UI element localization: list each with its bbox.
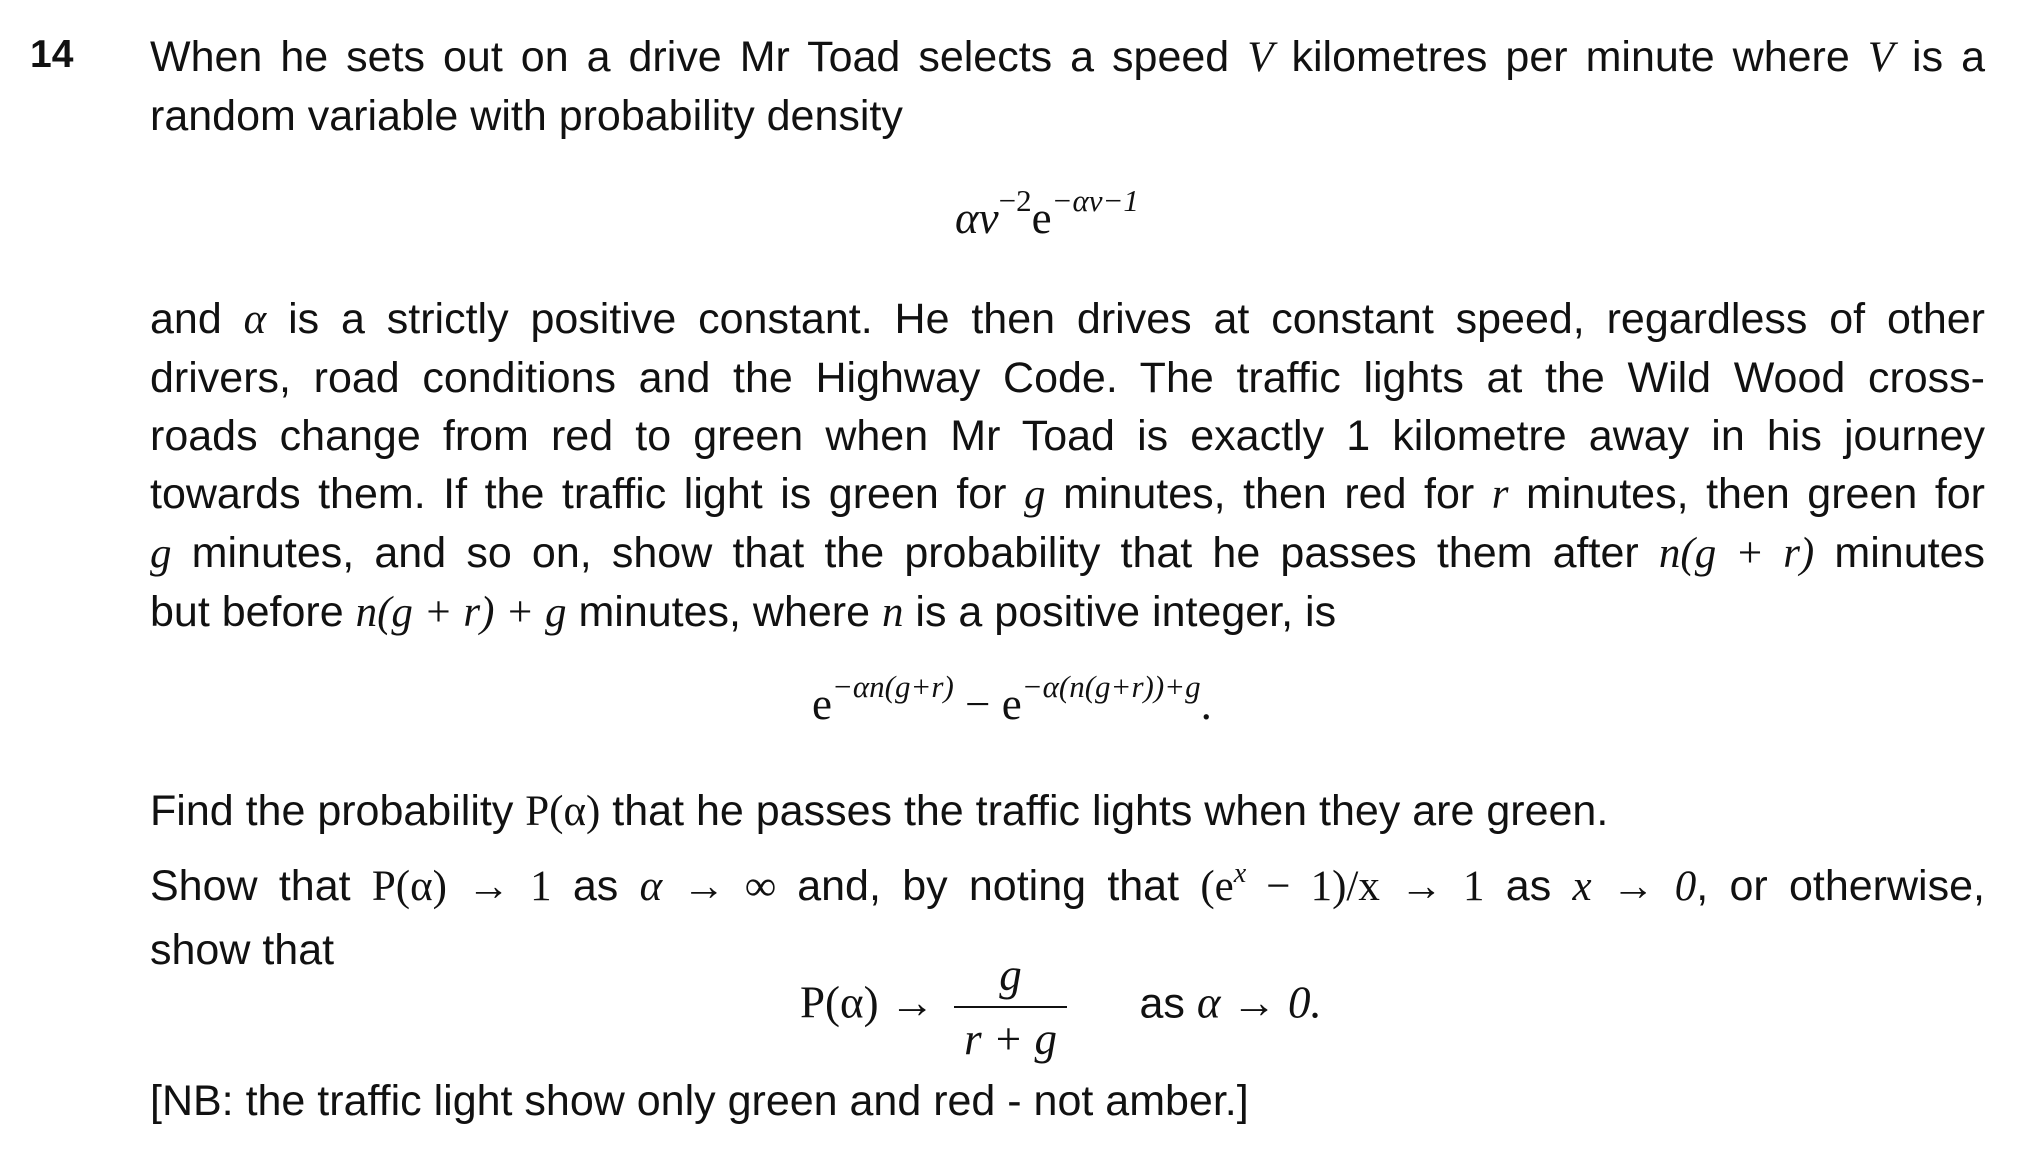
limit-formula: P(α) → $\frac{g}{r + g}$ as α → 0. <box>800 950 1322 1064</box>
note <box>150 1072 1985 1130</box>
para2-line-4: towards them. If the traffic light is green for g minutes, then red for r minutes, then green for <box>150 470 1985 518</box>
intro-paragraph <box>150 28 1985 145</box>
result-formula: $e^{-\alpha n(g+r)} - e^{-\alpha(n(g+r))+g}$. <box>812 669 1212 729</box>
para2-line-6: but before n(g + r) + g minutes, where n is a positive integer, is <box>150 588 1337 636</box>
intro-line-1: When he sets out on a drive Mr Toad selects a speed V kilometres per minute where V is a <box>150 33 1985 81</box>
show-line-1: Show that P(α) → 1 as α → ∞ and, by noting that $(e^x - 1)/x \to 1$ as x → 0, or otherwise, <box>150 858 1985 910</box>
para2-line-3: roads change from red to green when Mr Toad is exactly 1 kilometre away in his journey <box>150 412 1985 460</box>
fraction <box>954 950 1067 1064</box>
question-number: 14 <box>30 33 74 76</box>
para2-line-2: drivers, road conditions and the Highway Code. The traffic lights at the Wild Wood cross- <box>150 354 1985 402</box>
para2-line-1: and α is a strictly positive constant. He then drives at constant speed, regardless of other <box>150 295 1985 343</box>
note-line: [NB: the traffic light show only green and red - not amber.] <box>150 1077 1249 1125</box>
density-formula: $\alpha v^{-2}e^{-\alpha v-1}$ <box>955 183 1139 243</box>
para2-line-5: g minutes, and so on, show that the probability that he passes them after n(g + r) minutes <box>150 529 1985 577</box>
intro-line-2: random variable with probability density <box>150 92 903 140</box>
main-paragraph <box>150 290 1985 642</box>
find-line: Find the probability P(α) that he passes the traffic lights when they are green. <box>150 787 1609 835</box>
find-paragraph <box>150 782 1985 841</box>
fraction-denominator: r + g <box>964 1014 1057 1064</box>
fraction-numerator: g <box>954 950 1067 1008</box>
show-line-2: show that <box>150 926 335 974</box>
